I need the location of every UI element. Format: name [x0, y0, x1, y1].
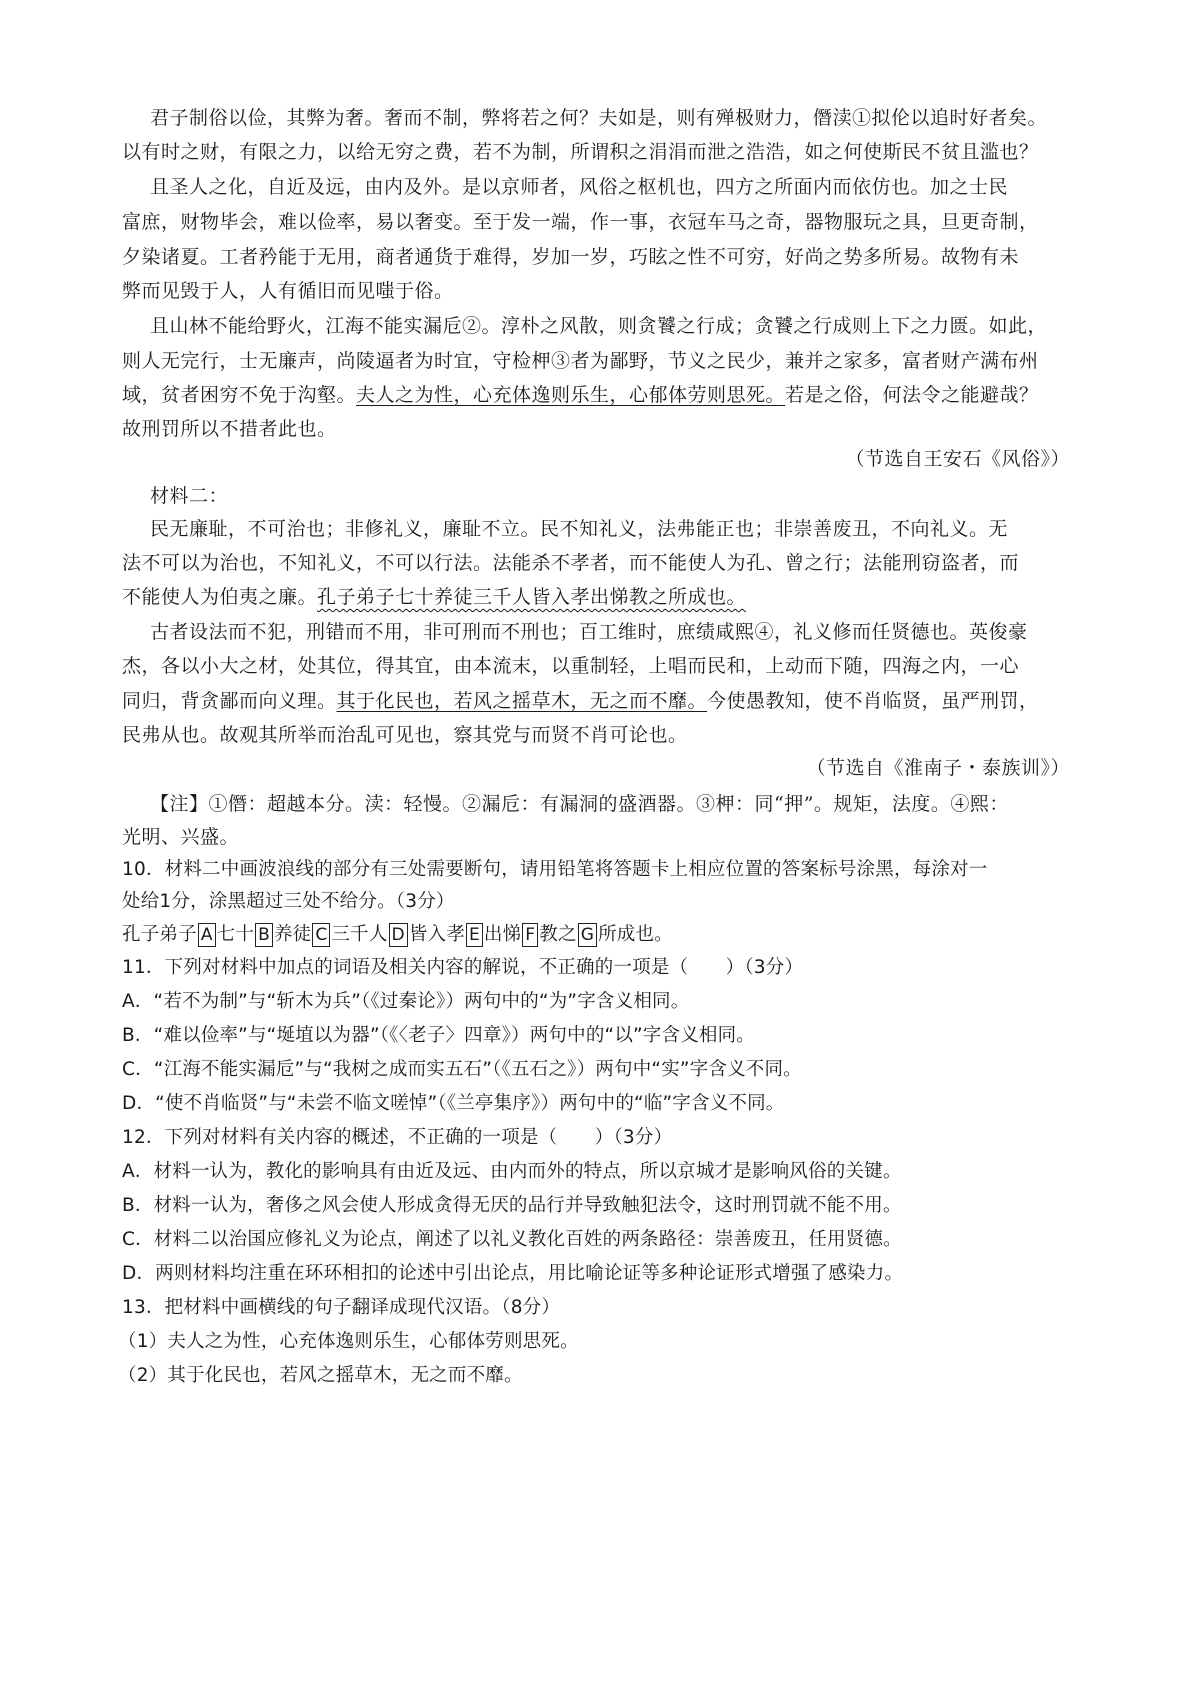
break-option-a[interactable]: A: [198, 923, 216, 947]
q10-stem: 10．材料二中画波浪线的部分有三处需要断句，请用铅笔将答题卡上相应位置的答案标号涂黑，每涂对一: [122, 859, 988, 880]
text-span: 同归，背贪鄙而向义理。: [122, 690, 337, 712]
q12-option-d[interactable]: D．两则材料均注重在环环相扣的论述中引出论点，用比喻论证等多种论证形式增强了感染力。: [122, 1263, 904, 1284]
text-span: 不能使人为伯夷之廉。: [122, 586, 318, 608]
segment: 所成也。: [598, 924, 673, 945]
q11-option-a[interactable]: A．“若不为制”与“斩木为兵”（《过秦论》）两句中的“为”字含义相同。: [122, 991, 690, 1012]
q12-option-c[interactable]: C．材料二以治国应修礼义为论点，阐述了以礼义教化百姓的两条路径：崇善废丑，任用贤德。: [122, 1229, 902, 1250]
q12-option-b[interactable]: B．材料一认为，奢侈之风会使人形成贪得无厌的品行并导致触犯法令，这时刑罚就不能不用。: [122, 1195, 902, 1216]
passage2-line: 杰，各以小大之材，处其位，得其宜，由本流末，以重制轻，上唱而民和，上动而下随，四海之内，一心: [122, 655, 1020, 677]
passage1-line: 以有时之财，有限之力，以给无穷之费，若不为制，所谓积之涓涓而泄之浩浩，如之何使斯民不贫且滥也？: [122, 141, 1039, 163]
passage2-source: （节选自《淮南子・泰族训》）: [806, 757, 1070, 779]
break-option-g[interactable]: G: [578, 923, 597, 947]
break-option-e[interactable]: E: [466, 923, 483, 947]
segment: 教之: [539, 924, 577, 945]
wavy-underlined-sentence: 孔子弟子七十养徒三千人皆入孝出悌教之所成也。: [317, 586, 747, 608]
text-span: 若是之俗，何法令之能避哉？: [785, 384, 1039, 406]
break-option-b[interactable]: B: [255, 923, 273, 947]
underlined-sentence-2: 其于化民也，若风之摇草木，无之而不靡。: [336, 690, 708, 712]
q13-sentence-1: （1）夫人之为性，心充体逸则乐生，心郁体劳则思死。: [118, 1331, 579, 1352]
segment: 皆入孝: [408, 924, 465, 945]
q13-sentence-2: （2）其于化民也，若风之摇草木，无之而不靡。: [118, 1365, 523, 1386]
q10-stem: 处给1分，涂黑超过三处不给分。（3分）: [122, 891, 455, 912]
text-span: 今使愚教知，使不肖临贤，虽严刑罚，: [707, 690, 1039, 712]
passage1-line: 故刑罚所以不措者此也。: [122, 418, 337, 440]
passage1-line: 则人无完行，士无廉声，尚陵逼者为时宜，守检柙③者为鄙野，节义之民少，兼并之家多，富者财产满布州: [122, 350, 1039, 372]
underlined-sentence-1: 夫人之为性，心充体逸则乐生，心郁体劳则思死。: [356, 384, 786, 406]
passage1-line: 且山林不能给野火，江海不能实漏卮②。淳朴之风散，则贪饕之行成；贪饕之行成则上下之力匮。如此，: [150, 315, 1048, 337]
q12-option-a[interactable]: A．材料一认为，教化的影响具有由近及远、由内而外的特点，所以京城才是影响风俗的关键。: [122, 1161, 902, 1182]
q12-stem: 12．下列对材料有关内容的概述，不正确的一项是（ ）（3分）: [122, 1127, 673, 1148]
passage2-line: 民无廉耻，不可治也；非修礼义，廉耻不立。民不知礼义，法弗能正也；非崇善废丑，不向礼义。无: [150, 518, 1009, 540]
notes-line: 【注】①僭：超越本分。渎：轻慢。②漏卮：有漏洞的盛酒器。③柙：同“押”。规矩，法度。④熙：: [150, 793, 1009, 815]
passage2-line: 法不可以为治也，不知礼义，不可以行法。法能杀不孝者，而不能使人为孔、曾之行；法能刑窃盗者，而: [122, 552, 1020, 574]
segment: 三千人: [331, 924, 388, 945]
q10-segments: [122, 920, 1200, 950]
segment: 出悌: [483, 924, 522, 945]
q11-option-b[interactable]: B．“难以俭率”与“埏埴以为器”（《〈老子〉四章》）两句中的“以”字含义相同。: [122, 1025, 755, 1046]
passage1-line: 君子制俗以俭，其弊为奢。奢而不制，弊将若之何？夫如是，则有殚极财力，僭渎①拟伦以追时好者矣。: [150, 107, 1048, 129]
text-span: 域，贫者困穷不免于沟壑。: [122, 384, 357, 406]
passage1-line: 弊而见毁于人，人有循旧而见嗤于俗。: [122, 280, 454, 302]
passage2-line: 古者设法而不犯，刑错而不用，非可刑而不刑也；百工维时，庶绩咸熙④，礼义修而任贤德也。英俊豪: [150, 621, 1028, 643]
q13-stem: 13．把材料中画横线的句子翻译成现代汉语。（8分）: [122, 1297, 561, 1318]
q11-option-d[interactable]: D．“使不肖临贤”与“未尝不临文嗟悼”（《兰亭集序》）两句中的“临”字含义不同。: [122, 1093, 785, 1114]
segment: 养徒: [273, 924, 312, 945]
q11-option-c[interactable]: C．“江海不能实漏卮”与“我树之成而实五石”（《五石之》）两句中“实”字含义不同。: [122, 1059, 802, 1080]
passage2-line: 民弗从也。故观其所举而治乱可见也，察其党与而贤不肖可论也。: [122, 724, 688, 746]
break-option-c[interactable]: C: [312, 923, 330, 947]
break-option-d[interactable]: D: [389, 923, 408, 947]
segment: 孔子弟子: [122, 924, 197, 945]
passage1-line: 且圣人之化，自近及远，由内及外。是以京师者，风俗之枢机也，四方之所面内而依仿也。加之士民: [150, 176, 1009, 198]
passage1-line: 夕染诸夏。工者矜能于无用，商者通货于难得，岁加一岁，巧眩之性不可穷，好尚之势多所易。故物有未: [122, 246, 1020, 268]
passage2-line: [122, 686, 1200, 716]
q11-stem: 11．下列对材料中加点的词语及相关内容的解说，不正确的一项是（ ）（3分）: [122, 957, 804, 978]
passage2-heading: 材料二：: [150, 485, 229, 507]
segment: 七十: [216, 924, 255, 945]
passage1-line: [122, 380, 1200, 410]
passage1-line: 富庶，财物毕会，难以俭率，易以奢变。至于发一端，作一事，衣冠车马之奇，器物服玩之具，旦更奇制，: [122, 211, 1039, 233]
passage2-line: [122, 582, 1200, 612]
passage1-source: （节选自王安石《风俗》）: [845, 448, 1070, 470]
break-option-f[interactable]: F: [522, 923, 538, 947]
notes-line: 光明、兴盛。: [122, 826, 240, 848]
